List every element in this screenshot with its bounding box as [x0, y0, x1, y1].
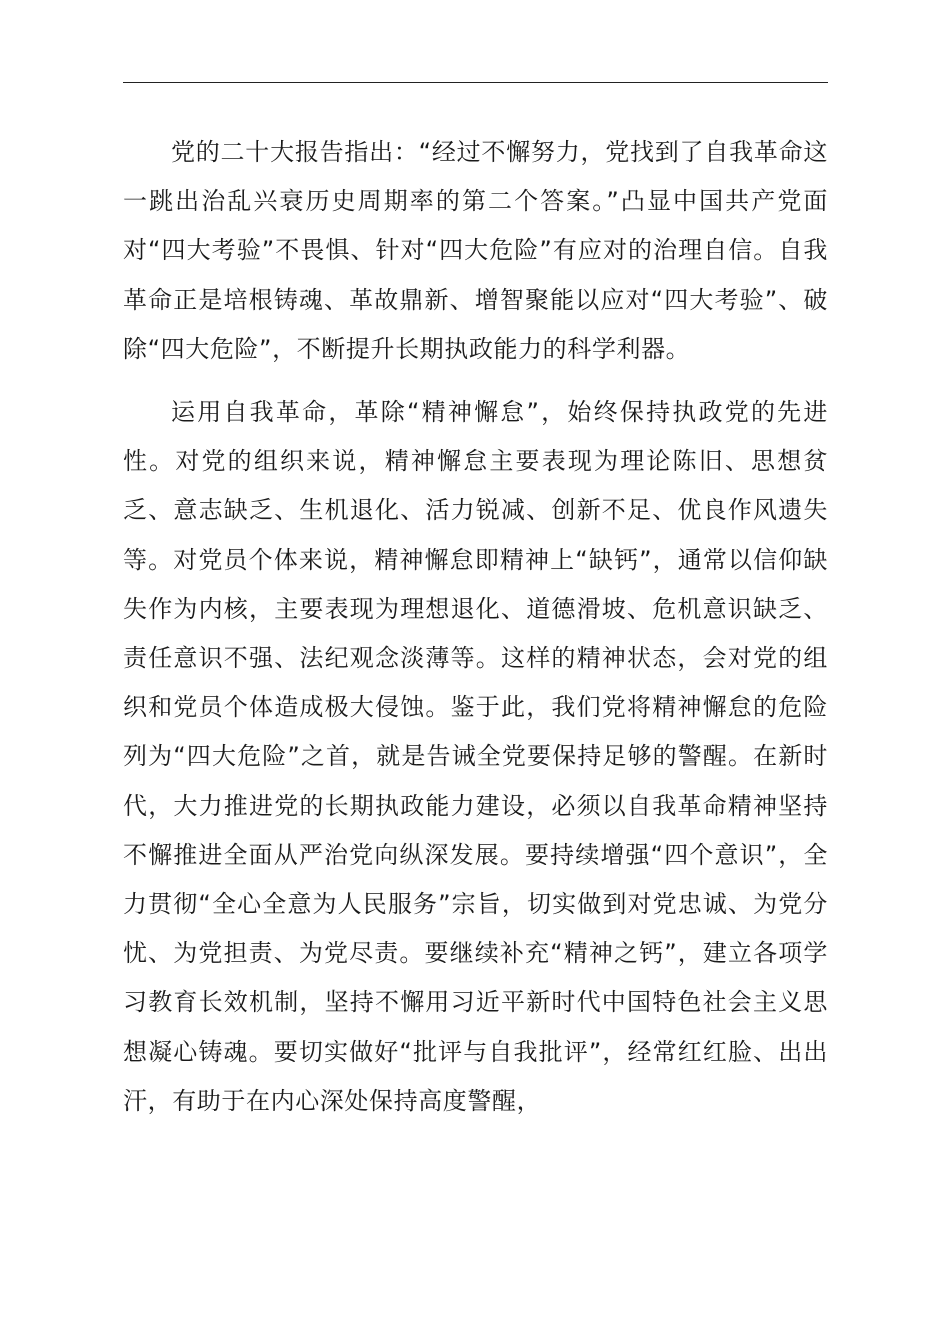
paragraph-intro: 党的二十大报告指出：“经过不懈努力，党找到了自我革命这一跳出治乱兴衰历史周期率的第二个答案。”凸显中国共产党面对“四大考验”不畏惧、针对“四大危险”有应对的治理自信。自我革命正是培根铸魂、革故鼎新、增智聚能以应对“四大考验”、破除“四大危险”，不断提升长期执政能力的科学利器。 — [123, 138, 828, 363]
header-divider — [123, 82, 828, 83]
paragraph-spiritual-slackness: 运用自我革命，革除“精神懈怠”，始终保持执政党的先进性。对党的组织来说，精神懈怠主要表现为理论陈旧、思想贫乏、意志缺乏、生机退化、活力锐减、创新不足、优良作风遗失等。对党员个体来说，精神懈怠即精神上“缺钙”，通常以信仰缺失作为内核，主要表现为理想退化、道德滑坡、危机意识缺乏、责任意识不强、法纪观念淡薄等。这样的精神状态，会对党的组织和党员个体造成极大侵蚀。鉴于此，我们党将精神懈怠的危险列为“四大危险”之首，就是告诫全党要保持足够的警醒。在新时代，大力推进党的长期执政能力建设，必须以自我革命精神坚持不懈推进全面从严治党向纵深发展。要持续增强“四个意识”，全力贯彻“全心全意为人民服务”宗旨，切实做到对党忠诚、为党分忧、为党担责、为党尽责。要继续补充“精神之钙”，建立各项学习教育长效机制，坚持不懈用习近平新时代中国特色社会主义思想凝心铸魂。要切实做好“批评与自我批评”，经常红红脸、出出汗，有助于在内心深处保持高度警醒， — [123, 398, 828, 1115]
document-body — [123, 128, 828, 1126]
